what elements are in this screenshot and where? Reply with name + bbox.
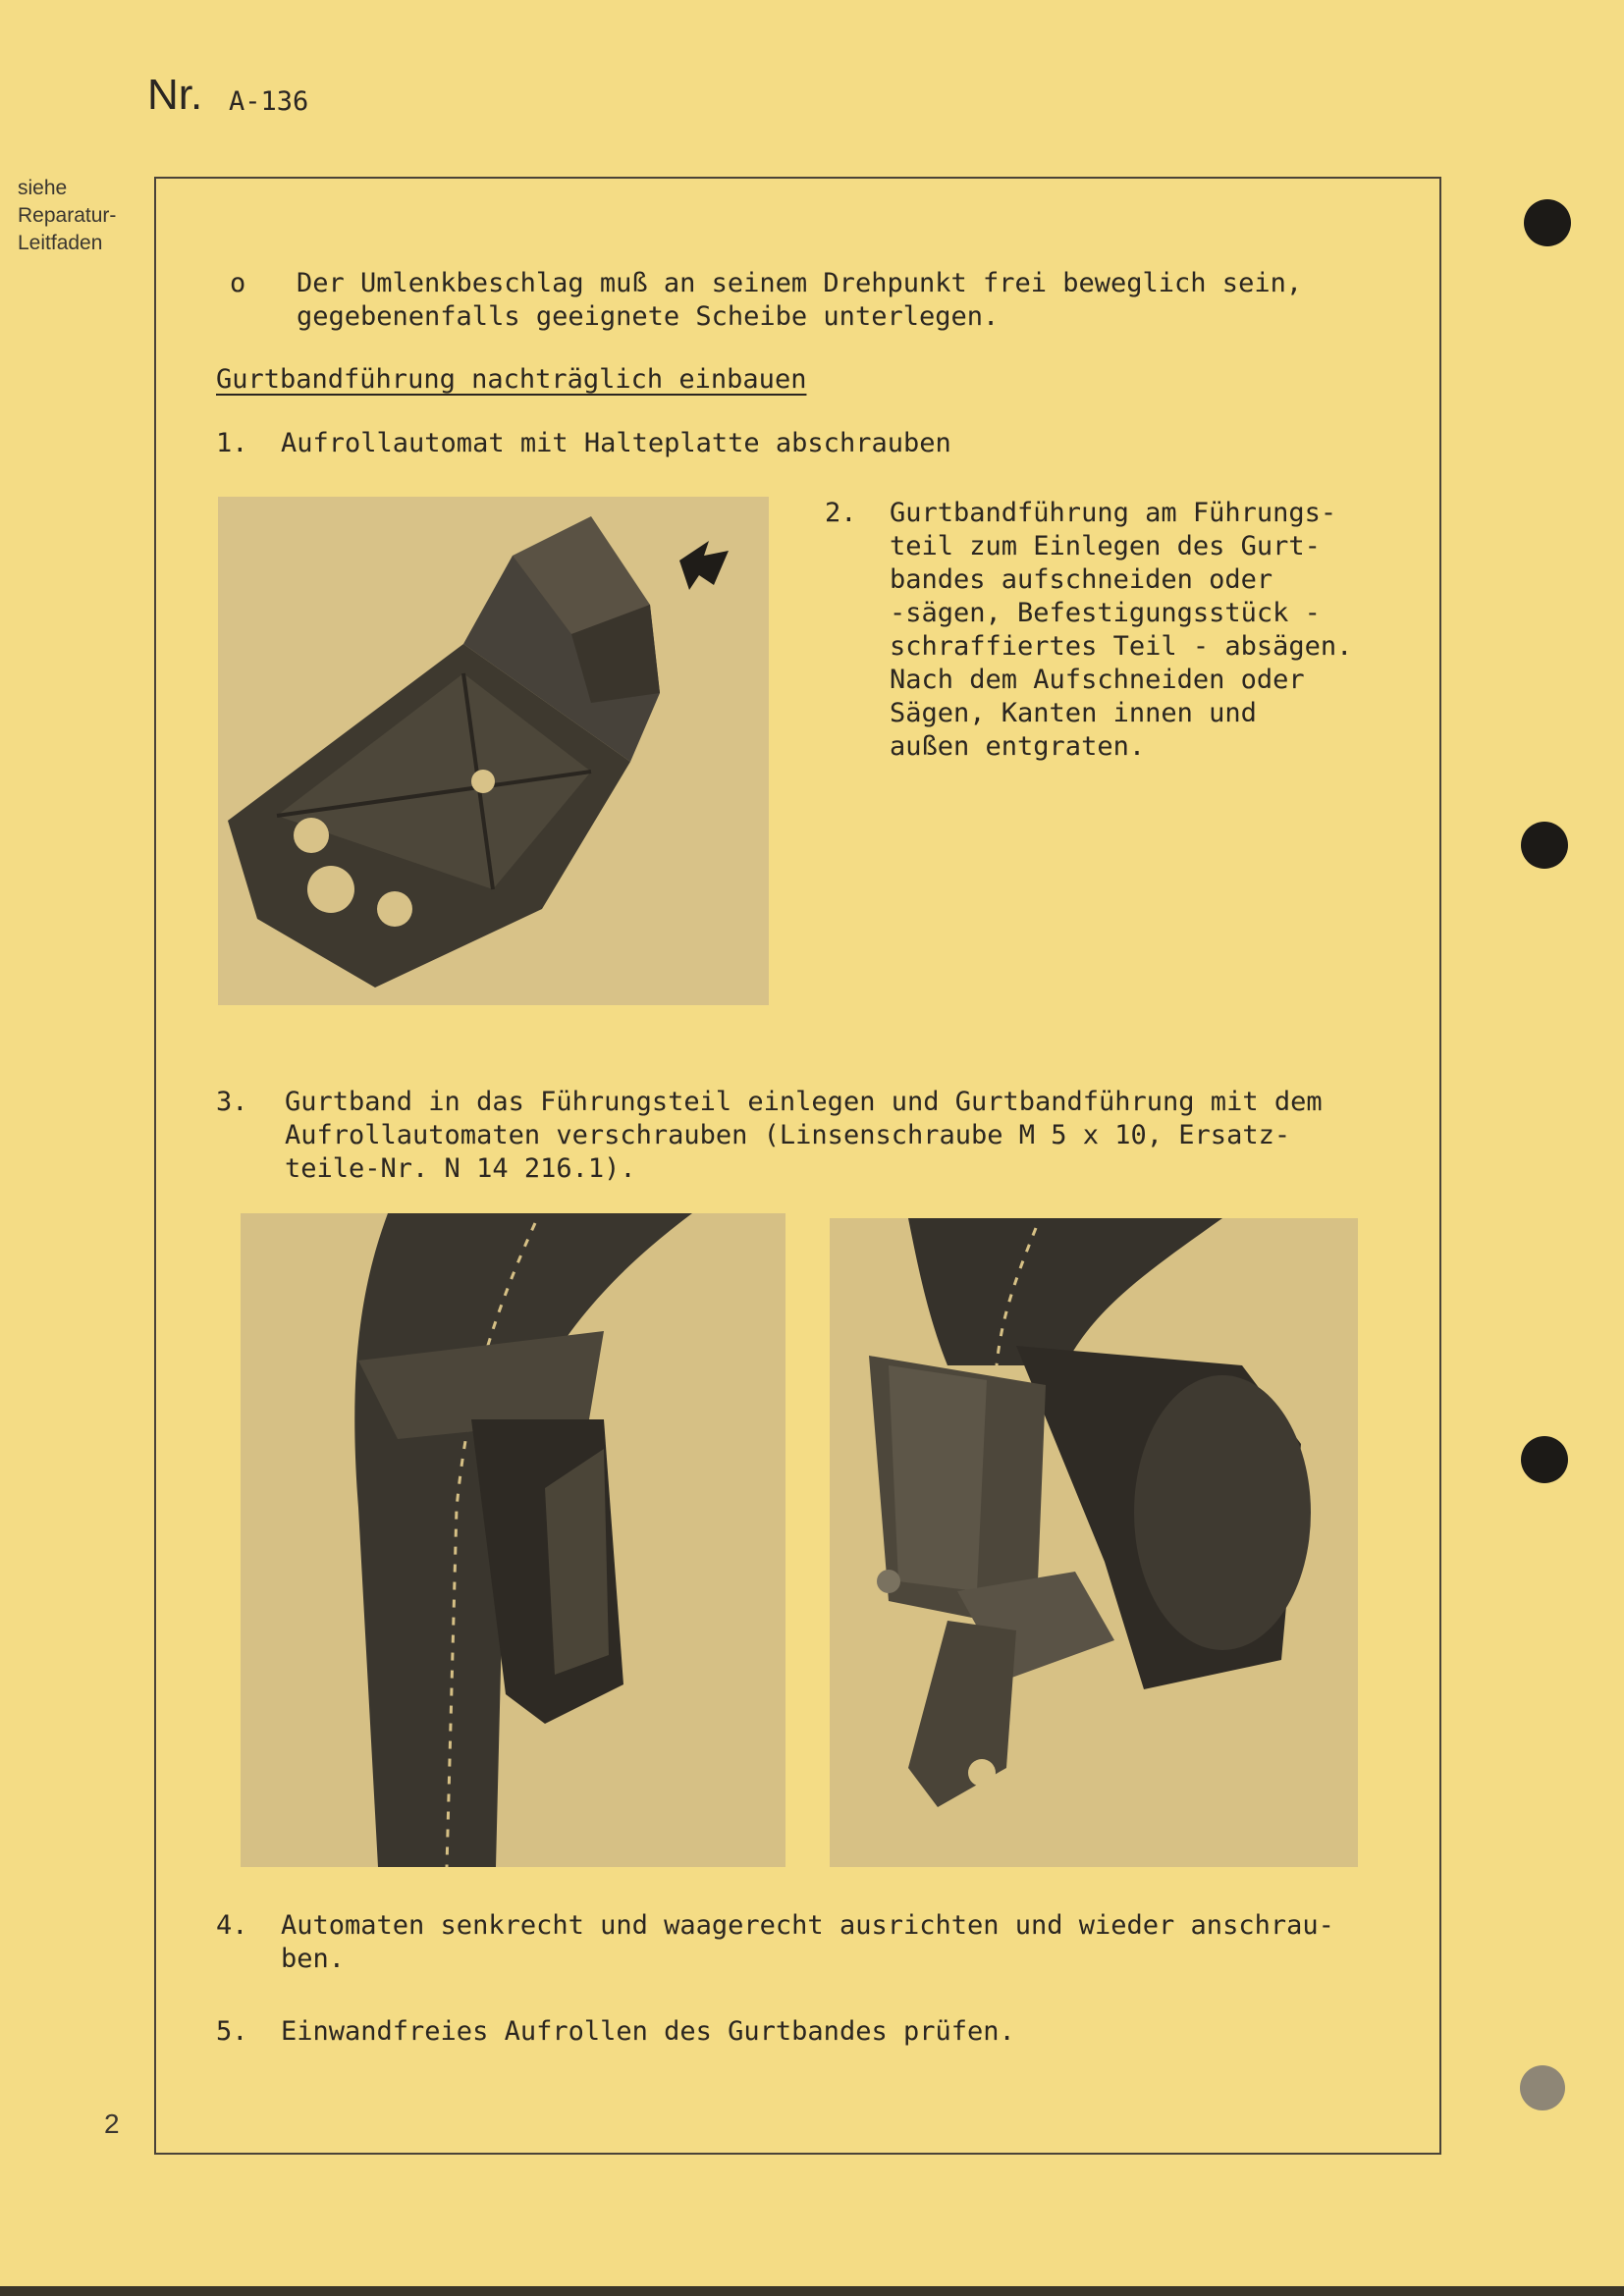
punch-hole [1520,2065,1565,2110]
photo-belt-guide-part [218,497,769,1005]
step-number: 4. [216,1910,248,1941]
step-line: Einwandfreies Aufrollen des Gurtbandes prüfen. [281,2016,1015,2047]
step-line: außen entgraten. [890,731,1146,762]
step-line: Sägen, Kanten innen und [890,698,1257,728]
page-number: 2 [104,2109,120,2139]
step-line: Aufrollautomat mit Halteplatte abschrauben [281,428,951,458]
step-line: teile-Nr. N 14 216.1). [285,1153,636,1184]
step-number: 2. [825,498,857,528]
bullet-line: Der Umlenkbeschlag muß an seinem Drehpunkt frei beweglich sein, [297,268,1303,298]
margin-note [18,175,116,257]
step-line: Nach dem Aufschneiden oder [890,665,1305,695]
step-number: 3. [216,1087,248,1117]
step-line: Gurtbandführung am Führungs- [890,498,1337,528]
bullet-line: gegebenenfalls geeignete Scheibe unterlegen. [297,301,1000,332]
step-line: Automaten senkrecht und waagerecht ausrichten und wieder anschrau- [281,1910,1334,1941]
paper-bottom-edge [0,2286,1624,2296]
margin-note-line: Leitfaden [18,232,103,254]
photo-retractor-with-guide [830,1218,1358,1867]
bullet-marker: o [230,268,246,298]
document-number: A-136 [229,86,309,117]
step-number: 1. [216,428,248,458]
margin-note-line: siehe [18,177,68,199]
step-line: -sägen, Befestigungsstück - [890,598,1321,628]
step-number: 5. [216,2016,248,2047]
step-line: ben. [281,1944,346,1974]
section-heading: Gurtbandführung nachträglich einbauen [216,364,807,395]
punch-hole [1521,1436,1568,1483]
header-nr-label: Nr. [147,71,203,119]
step-line: teil zum Einlegen des Gurt- [890,531,1321,561]
step-line: schraffiertes Teil - absägen. [890,631,1353,662]
margin-note-line: Reparatur- [18,204,117,227]
punch-hole [1524,199,1571,246]
punch-hole [1521,822,1568,869]
step-line: bandes aufschneiden oder [890,564,1273,595]
step-line: Gurtband in das Führungsteil einlegen und Gurtbandführung mit dem [285,1087,1323,1117]
step-line: Aufrollautomaten verschrauben (Linsenschraube M 5 x 10, Ersatz- [285,1120,1291,1150]
photo-belt-in-guide [241,1213,785,1867]
